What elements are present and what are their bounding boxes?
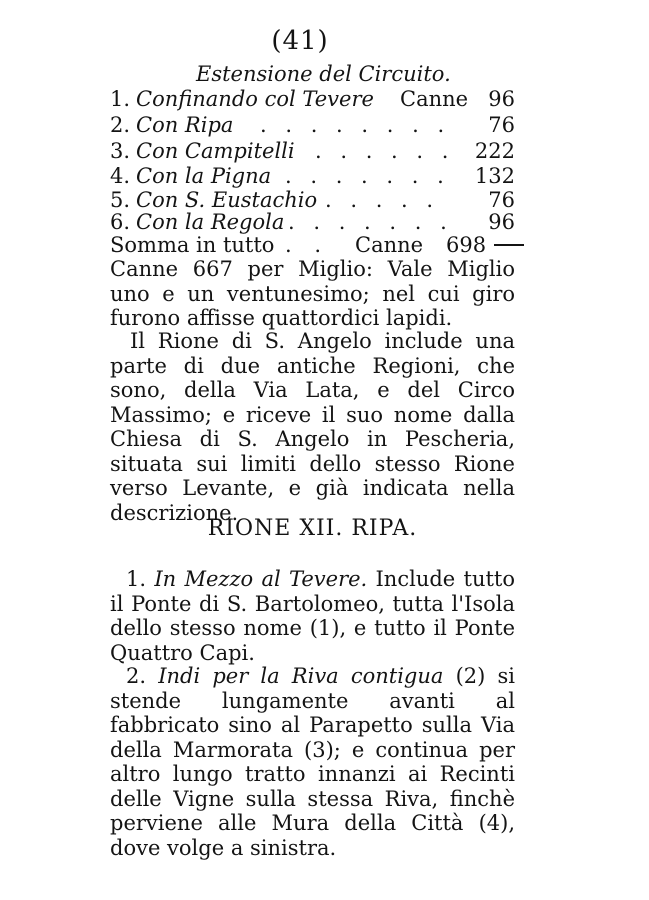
row-name: Con la Regola [136, 210, 285, 234]
leader-dots: . . . . . . . [285, 164, 450, 188]
circuit-row [110, 111, 515, 139]
row-number: 6. [110, 210, 131, 234]
row-number: 4. [110, 164, 131, 188]
paragraph-miglio: Canne 667 per Miglio: Vale Miglio uno e un ventunesimo; nel cui giro furono affisse quattordici lapidi. [110, 257, 515, 330]
item-2-number: 2. [126, 664, 147, 688]
row-value: 132 [474, 164, 515, 188]
row-name: Confinando col Tevere [136, 87, 374, 111]
circuit-row [110, 85, 515, 113]
total-value: 698 [446, 233, 487, 257]
item-2-title: Indi per la Riva contigua [158, 664, 444, 688]
row-unit: Canne [400, 87, 469, 111]
item-1-title: In Mezzo al Tevere. [154, 567, 368, 591]
row-name: Con Campitelli [136, 139, 295, 163]
item-1 [110, 567, 515, 665]
item-1-text: Include tutto il Ponte di S. Bartolomeo, tutta l'Isola dello stesso nome (1), e tutto il Ponte Quattro Capi. [110, 567, 515, 665]
row-value: 222 [474, 139, 515, 163]
leader-dots: . . [285, 233, 330, 257]
item-2 [110, 664, 515, 860]
total-unit: Canne [355, 233, 424, 257]
leader-dots: . . . . . . [315, 139, 455, 163]
row-name: Con S. Eustachio [136, 188, 318, 212]
leader-dots: . . . . . . . [288, 210, 453, 234]
circuit-heading: Estensione del Circuito. [196, 62, 451, 86]
paragraph-rione-angelo: Il Rione di S. Angelo include una parte di due antiche Regioni, che sono, della Via Lata, e del Circo Massimo; e riceve il suo nome dalla Chiesa di S. Angelo in Pescheria, situata sui limiti dello stesso Rione verso Levante, e già indicata nella descrizione. [110, 329, 515, 525]
item-1-number: 1. [126, 567, 147, 591]
row-value: 96 [488, 87, 515, 111]
row-number: 1. [110, 87, 131, 111]
row-name: Con la Pigna [136, 164, 272, 188]
total-row [110, 231, 515, 259]
row-number: 5. [110, 188, 131, 212]
section-title: RIONE XII. RIPA. [207, 516, 418, 541]
total-label: Somma in tutto [110, 233, 275, 257]
total-rule [494, 244, 524, 246]
row-number: 3. [110, 139, 131, 163]
row-name: Con Ripa [136, 113, 234, 137]
page-number: (41) [271, 26, 329, 56]
circuit-row [110, 137, 515, 165]
leader-dots: . . . . . [325, 188, 440, 212]
item-2-text: (2) si stende lungamente avanti al fabbricato sino al Parapetto sulla Via della Marmorata (3); e continua per altro lungo tratto innanzi ai Recinti delle Vigne sulla stessa Riva, finchè perviene alle Mura della Città (4), dove volge a sinistra. [110, 664, 515, 860]
leader-dots: . . . . . . . . [260, 113, 451, 137]
row-value: 76 [488, 188, 515, 212]
row-number: 2. [110, 113, 131, 137]
row-value: 96 [488, 210, 515, 234]
row-value: 76 [488, 113, 515, 137]
